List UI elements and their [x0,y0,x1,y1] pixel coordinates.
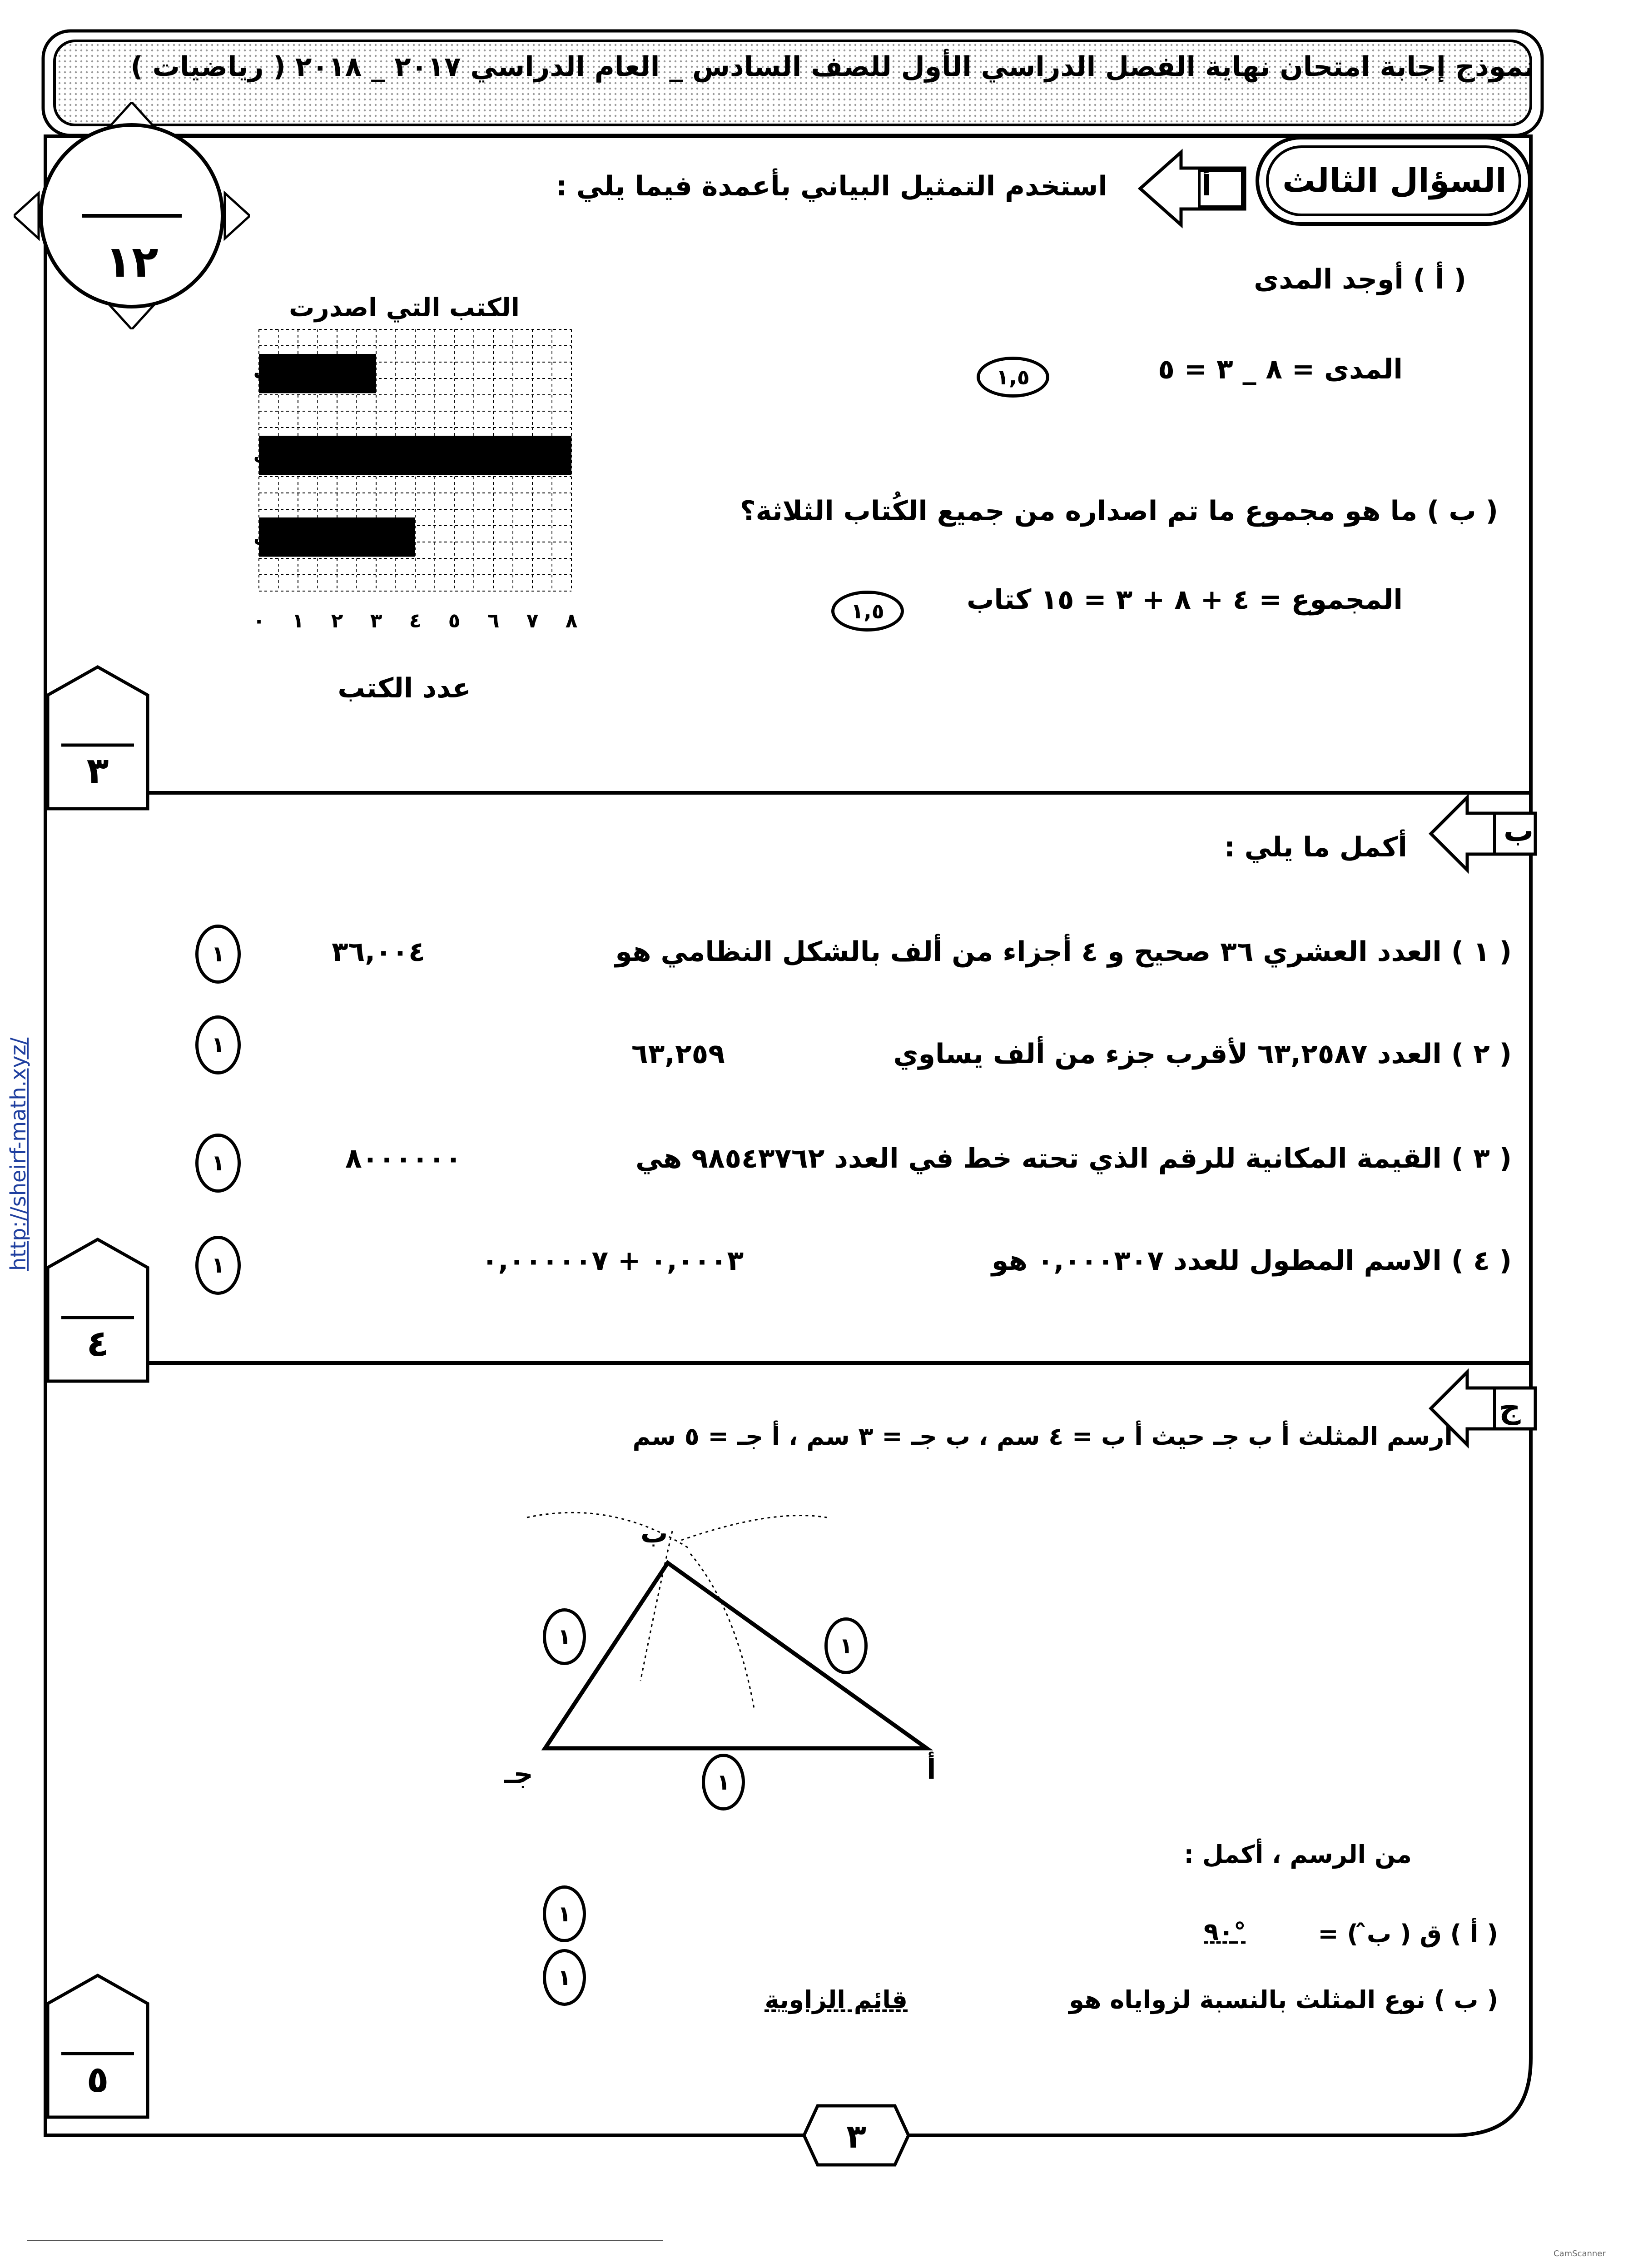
part-c-score: ٥ [86,2058,109,2100]
part-b-item-1-mark: ١ [195,925,241,984]
vertex-a-label: أ [927,1754,936,1786]
chart-title: الكتب التي اصدرت [289,293,520,323]
part-a-a1: المدى = ٨ _ ٣ = ٥ [1158,353,1403,385]
triangle-abc [545,1563,927,1748]
part-b-item-4-answer: ٠,٠٠٠٣ + ٠,٠٠٠٠٠٧ [481,1245,744,1277]
header-title: نموذج إجابة امتحان نهاية الفصل الدراسي الأول للصف السادس _ العام الدراسي ٢٠١٧ _ ٢٠١٨ ( رياضيات ) [130,51,1534,83]
part-c-q2-answer: قائم الزاوية [764,1985,908,2014]
watermark-link[interactable]: http://sheirf-math.xyz/ [6,1037,30,1271]
part-b-item-2-mark: ١ [195,1015,241,1074]
part-b-label: ب [1504,813,1534,848]
x-tick-label: ٦ [487,609,500,632]
category-label: الكاتب الثالث [253,362,370,383]
part-c-q1-text: ( أ ) ق ( ب̂ ) = [1318,1920,1498,1948]
bar-chart [91,318,613,727]
part-b-item-3-text: ( ٣ ) القيمة المكانية للرقم الذي تحته خط في العدد ٩٨٥٤٣٧٦٢ هي [635,1143,1512,1174]
part-a-score: ٣ [86,750,109,792]
part-a-q1: ( أ ) أوجد المدى [1254,264,1466,295]
vertex-c-label: جـ [504,1758,533,1790]
category-label: الكاتب الأول [253,526,363,547]
part-c-q2-text: ( ب ) نوع المثلث بالنسبة لزواياه هو [1069,1985,1498,2014]
x-tick-label: ٣ [370,609,382,632]
part-c-instruction: ارسم المثلث أ ب جـ حيث أ ب = ٤ سم ، ب جـ = ٣ سم ، أ جـ = ٥ سم [632,1422,1453,1451]
scanner-stamp: CamScanner [1554,2249,1606,2258]
x-tick-label: ٤ [409,609,422,632]
part-c-q1-mark: ١ [543,1885,586,1942]
x-tick-label: ٨ [565,609,578,632]
x-tick-label: ٥ [448,609,461,632]
part-c-q1-answer: ٩٠° [1204,1917,1246,1946]
vertex-b-label: ب [640,1517,668,1549]
part-c-complete-heading: من الرسم ، أكمل : [1184,1840,1412,1869]
side-ac-mark: ١ [702,1754,745,1810]
part-a-a2-mark: ١,٥ [831,591,904,632]
part-a-arrow-tag [1136,143,1254,234]
x-tick-label: ١ [292,609,304,632]
part-b-item-3-answer: ٨٠٠٠٠٠٠ [345,1143,462,1174]
part-a-a2: المجموع = ٤ + ٨ + ٣ = ١٥ كتاب [967,584,1403,616]
part-b-item-2-answer: ٦٣,٢٥٩ [631,1038,725,1070]
part-b-item-2-text: ( ٢ ) العدد ٦٣,٢٥٨٧ لأقرب جزء من ألف يساوي [893,1038,1512,1070]
part-b-item-4-text: ( ٤ ) الاسم المطول للعدد ٠,٠٠٠٣٠٧ هو [991,1245,1512,1277]
part-b-item-1-answer: ٣٦,٠٠٤ [332,936,425,968]
category-label: الكاتب الثاني [253,444,369,465]
part-b-item-3-mark: ١ [195,1134,241,1193]
part-b-instruction: أكمل ما يلي : [1224,831,1407,863]
x-tick-label: ٢ [331,609,343,632]
part-a-label: أ [1201,169,1211,202]
part-c-q2-mark: ١ [543,1949,586,2006]
part-c-label: ج [1499,1390,1521,1425]
part-b-score: ٤ [86,1322,109,1364]
side-bc-mark: ١ [543,1608,586,1665]
part-a-a1-mark: ١,٥ [977,357,1049,398]
part-a-instruction: استخدم التمثيل البياني بأعمدة فيما يلي : [556,170,1107,202]
part-a-q2: ( ب ) ما هو مجموع ما تم اصداره من جميع الكُتاب الثلاثة؟ [740,495,1498,527]
header-banner [36,27,1549,141]
bottom-rule [27,2240,663,2241]
part-b-item-1-text: ( ١ ) العدد العشري ٣٦ صحيح و ٤ أجزاء من ألف بالشكل النظامي هو [615,936,1512,968]
x-tick-label: ٠ [253,609,265,632]
chart-xlabel: عدد الكتب [338,672,471,704]
total-score: ١٢ [105,236,159,287]
side-ab-mark: ١ [824,1617,868,1674]
x-tick-label: ٧ [526,609,539,632]
page-number: ٣ [846,2117,866,2155]
total-score-badge [14,102,250,329]
question-heading: السؤال الثالث [1282,161,1507,199]
part-b-item-4-mark: ١ [195,1236,241,1295]
